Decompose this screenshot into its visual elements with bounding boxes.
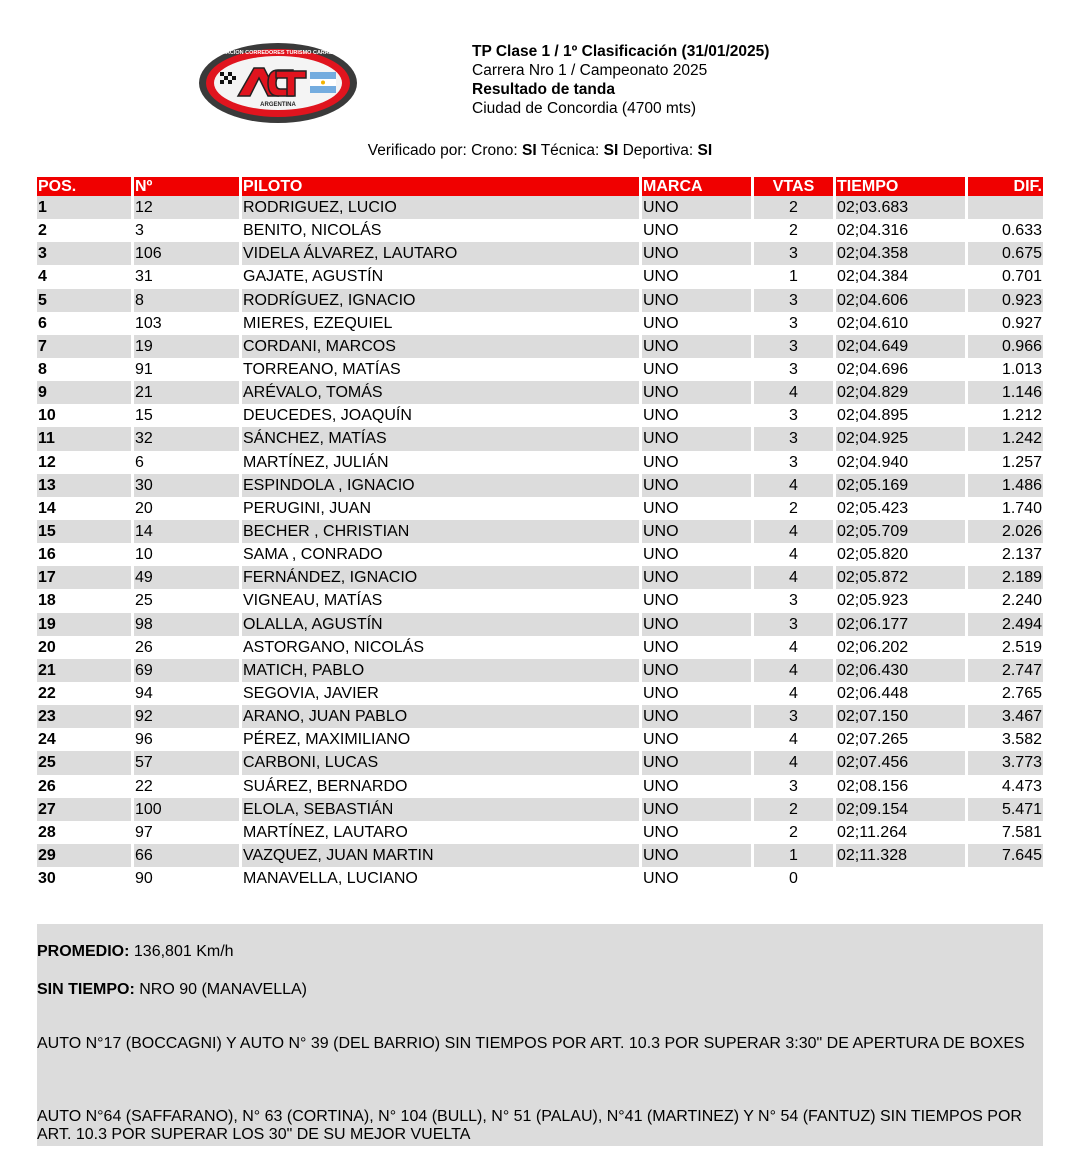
- table-row: [37, 196, 1043, 219]
- cell-brand: UNO: [642, 312, 754, 335]
- cell-laps: 4: [754, 381, 836, 404]
- cell-laps: 4: [754, 659, 836, 682]
- cell-time: 02;06.202: [836, 636, 968, 659]
- cell-laps: 3: [754, 613, 836, 636]
- cell-pos: 28: [37, 821, 134, 844]
- cell-brand: UNO: [642, 613, 754, 636]
- cell-pilot: VIDELA ÁLVAREZ, LAUTARO: [242, 242, 642, 265]
- cell-time: 02;03.683: [836, 196, 968, 219]
- table-row: [37, 474, 1043, 497]
- cell-number: 91: [134, 358, 242, 381]
- no-time-label: SIN TIEMPO:: [37, 981, 135, 998]
- cell-laps: 2: [754, 497, 836, 520]
- table-row: [37, 265, 1043, 288]
- cell-brand: UNO: [642, 589, 754, 612]
- cell-pilot: MARTÍNEZ, LAUTARO: [242, 821, 642, 844]
- cell-time: 02;07.150: [836, 705, 968, 728]
- table-row: [37, 242, 1043, 265]
- table-row: [37, 682, 1043, 705]
- cell-laps: 4: [754, 520, 836, 543]
- cell-laps: 3: [754, 289, 836, 312]
- cell-diff: 2.026: [968, 520, 1043, 543]
- cell-number: 21: [134, 381, 242, 404]
- cell-diff: 1.486: [968, 474, 1043, 497]
- cell-pos: 23: [37, 705, 134, 728]
- cell-pos: 4: [37, 265, 134, 288]
- cell-diff: 7.581: [1001, 823, 1042, 841]
- cell-brand: UNO: [642, 659, 754, 682]
- cell-number: 98: [134, 613, 242, 636]
- notes-panel: [37, 924, 1043, 1146]
- cell-diff: 2.747: [968, 659, 1043, 682]
- cell-pos: 9: [37, 381, 134, 404]
- cell-number: 90: [134, 867, 242, 890]
- cell-time: 02;05.423: [836, 497, 968, 520]
- cell-diff: 0.966: [968, 335, 1043, 358]
- cell-diff: 1.242: [968, 427, 1043, 450]
- cell-laps: 1: [754, 265, 836, 288]
- cell-pos: 25: [37, 751, 134, 774]
- crono-value: SI: [522, 142, 537, 159]
- cell-laps: 2: [754, 196, 836, 219]
- cell-number: 19: [134, 335, 242, 358]
- cell-laps: 2: [754, 798, 836, 821]
- header-brand: MARCA: [642, 177, 754, 196]
- cell-pilot: MARTÍNEZ, JULIÁN: [242, 451, 642, 474]
- cell-brand: UNO: [642, 358, 754, 381]
- cell-laps: 4: [754, 566, 836, 589]
- cell-pos: 7: [37, 335, 134, 358]
- average-line: [37, 943, 1043, 961]
- cell-diff: 0.923: [968, 289, 1043, 312]
- cell-diff: 1.257: [1001, 453, 1042, 471]
- cell-number: 106: [134, 242, 242, 265]
- cell-laps: 3: [754, 358, 836, 381]
- page-subtitle: Carrera Nro 1 / Campeonato 2025: [472, 62, 708, 79]
- tecnica-label: Técnica:: [540, 142, 600, 159]
- cell-time: 02;04.696: [836, 358, 968, 381]
- cell-pilot: ESPINDOLA , IGNACIO: [242, 474, 642, 497]
- cell-pilot: MANAVELLA, LUCIANO: [242, 867, 642, 890]
- cell-laps: 3: [754, 451, 836, 474]
- cell-pilot: TORREANO, MATÍAS: [242, 358, 642, 381]
- cell-number: 3: [134, 219, 242, 242]
- cell-laps: 4: [754, 543, 836, 566]
- table-row: [37, 497, 1043, 520]
- cell-time: 02;04.610: [836, 312, 968, 335]
- cell-laps: 4: [754, 636, 836, 659]
- cell-diff: 3.582: [1001, 731, 1042, 749]
- results-table: [37, 177, 1043, 890]
- cell-number: 32: [134, 427, 242, 450]
- cell-pilot: PÉREZ, MAXIMILIANO: [242, 728, 642, 751]
- cell-diff: 1.013: [1001, 361, 1042, 379]
- cell-number: 100: [134, 798, 242, 821]
- cell-brand: UNO: [642, 265, 754, 288]
- logo-ring-text: ASOCIACION CORREDORES TURISMO CARRETERA: [208, 50, 348, 56]
- cell-laps: 4: [754, 474, 836, 497]
- cell-time: [836, 867, 968, 890]
- cell-time: 02;04.895: [836, 404, 968, 427]
- cell-laps: 2: [754, 219, 836, 242]
- cell-brand: UNO: [642, 497, 754, 520]
- cell-pilot: DEUCEDES, JOAQUÍN: [242, 404, 642, 427]
- table-row: [37, 705, 1043, 728]
- verification-line: [0, 142, 1080, 160]
- logo-country-text: ARGENTINA: [260, 102, 296, 108]
- header-diff: DIF.: [968, 177, 1043, 196]
- cell-number: 25: [134, 589, 242, 612]
- cell-pos: 21: [37, 659, 134, 682]
- cell-time: 02;04.829: [836, 381, 968, 404]
- cell-diff: [968, 196, 1043, 219]
- cell-diff: 0.633: [1001, 222, 1042, 240]
- cell-laps: 3: [754, 589, 836, 612]
- average-value: 136,801 Km/h: [133, 943, 234, 960]
- cell-pos: 16: [37, 543, 134, 566]
- cell-diff: 0.927: [1001, 314, 1042, 332]
- cell-brand: UNO: [642, 474, 754, 497]
- actc-logo: [198, 42, 358, 124]
- cell-laps: 4: [754, 682, 836, 705]
- cell-time: 02;11.328: [836, 844, 968, 867]
- cell-time: 02;07.456: [836, 751, 968, 774]
- cell-diff: 0.675: [968, 242, 1043, 265]
- cell-pos: 11: [37, 427, 134, 450]
- cell-brand: UNO: [642, 705, 754, 728]
- cell-number: 96: [134, 728, 242, 751]
- table-row: [37, 566, 1043, 589]
- cell-number: 103: [134, 312, 242, 335]
- result-label: Resultado de tanda: [472, 81, 615, 98]
- cell-brand: UNO: [642, 242, 754, 265]
- cell-number: 31: [134, 265, 242, 288]
- cell-diff: 5.471: [968, 798, 1043, 821]
- cell-pos: 24: [37, 728, 134, 751]
- cell-laps: 3: [754, 335, 836, 358]
- cell-pos: 15: [37, 520, 134, 543]
- cell-time: 02;04.384: [836, 265, 968, 288]
- page-title: TP Clase 1 / 1º Clasificación (31/01/2025): [472, 43, 770, 60]
- cell-time: 02;04.358: [836, 242, 968, 265]
- cell-brand: UNO: [642, 520, 754, 543]
- cell-diff: [968, 867, 1043, 890]
- table-row: [37, 427, 1043, 450]
- cell-diff: 4.473: [1001, 777, 1042, 795]
- cell-brand: UNO: [642, 543, 754, 566]
- table-row: [37, 543, 1043, 566]
- cell-number: 10: [134, 543, 242, 566]
- table-row: [37, 381, 1043, 404]
- cell-pos: 30: [37, 867, 134, 890]
- table-row: [37, 775, 1043, 798]
- cell-time: 02;04.606: [836, 289, 968, 312]
- table-row: [37, 636, 1043, 659]
- cell-diff: 0.701: [1001, 268, 1042, 286]
- cell-laps: 0: [754, 867, 836, 890]
- cell-laps: 1: [754, 844, 836, 867]
- table-row: [37, 844, 1043, 867]
- no-time-line: [37, 981, 1043, 999]
- cell-diff: 1.212: [1001, 407, 1042, 425]
- cell-pilot: BENITO, NICOLÁS: [242, 219, 642, 242]
- cell-pos: 5: [37, 289, 134, 312]
- cell-pilot: MATICH, PABLO: [242, 659, 642, 682]
- cell-pos: 10: [37, 404, 134, 427]
- cell-brand: UNO: [642, 751, 754, 774]
- cell-number: 8: [134, 289, 242, 312]
- cell-pos: 26: [37, 775, 134, 798]
- header-time: TIEMPO: [836, 177, 968, 196]
- cell-pos: 27: [37, 798, 134, 821]
- cell-number: 20: [134, 497, 242, 520]
- cell-pilot: MIERES, EZEQUIEL: [242, 312, 642, 335]
- cell-brand: UNO: [642, 821, 754, 844]
- cell-brand: UNO: [642, 728, 754, 751]
- cell-time: 02;05.820: [836, 543, 968, 566]
- table-row: [37, 404, 1043, 427]
- cell-brand: UNO: [642, 427, 754, 450]
- cell-time: 02;04.316: [836, 219, 968, 242]
- cell-diff: 1.740: [1001, 499, 1042, 517]
- table-row: [37, 520, 1043, 543]
- cell-number: 15: [134, 404, 242, 427]
- cell-time: 02;05.709: [836, 520, 968, 543]
- verification-prefix: Verificado por: Crono:: [367, 142, 518, 159]
- cell-brand: UNO: [642, 844, 754, 867]
- cell-pilot: VIGNEAU, MATÍAS: [242, 589, 642, 612]
- cell-diff: 7.645: [968, 844, 1043, 867]
- cell-brand: UNO: [642, 798, 754, 821]
- cell-brand: UNO: [642, 566, 754, 589]
- table-row: [37, 451, 1043, 474]
- deportiva-value: SI: [697, 142, 713, 159]
- header-laps: VTAS: [754, 177, 836, 196]
- cell-pilot: RODRÍGUEZ, IGNACIO: [242, 289, 642, 312]
- cell-pos: 17: [37, 566, 134, 589]
- cell-laps: 3: [754, 404, 836, 427]
- cell-brand: UNO: [642, 682, 754, 705]
- cell-brand: UNO: [642, 404, 754, 427]
- cell-diff: 3.467: [968, 705, 1043, 728]
- cell-pilot: CARBONI, LUCAS: [242, 751, 642, 774]
- venue: Ciudad de Concordia (4700 mts): [472, 100, 697, 117]
- average-label: PROMEDIO:: [37, 943, 130, 960]
- cell-pilot: SUÁREZ, BERNARDO: [242, 775, 642, 798]
- cell-time: 02;11.264: [836, 821, 968, 844]
- table-row: [37, 798, 1043, 821]
- table-header-row: [37, 177, 1043, 196]
- cell-number: 49: [134, 566, 242, 589]
- cell-number: 12: [134, 196, 242, 219]
- cell-number: 92: [134, 705, 242, 728]
- cell-time: 02;05.872: [836, 566, 968, 589]
- cell-laps: 3: [754, 775, 836, 798]
- cell-brand: UNO: [642, 867, 754, 890]
- table-row: [37, 728, 1043, 751]
- table-row: [37, 821, 1043, 844]
- cell-pilot: OLALLA, AGUSTÍN: [242, 613, 642, 636]
- table-row: [37, 589, 1043, 612]
- cell-pos: 3: [37, 242, 134, 265]
- cell-time: 02;08.156: [836, 775, 968, 798]
- cell-number: 14: [134, 520, 242, 543]
- table-row: [37, 659, 1043, 682]
- cell-pos: 13: [37, 474, 134, 497]
- cell-brand: UNO: [642, 219, 754, 242]
- cell-number: 6: [134, 451, 242, 474]
- cell-pilot: SAMA , CONRADO: [242, 543, 642, 566]
- cell-diff: 2.494: [968, 613, 1043, 636]
- cell-number: 30: [134, 474, 242, 497]
- cell-laps: 3: [754, 427, 836, 450]
- cell-pilot: ARÉVALO, TOMÁS: [242, 381, 642, 404]
- cell-pilot: RODRIGUEZ, LUCIO: [242, 196, 642, 219]
- cell-brand: UNO: [642, 636, 754, 659]
- cell-number: 94: [134, 682, 242, 705]
- cell-diff: 2.137: [1001, 546, 1042, 564]
- cell-pilot: BECHER , CHRISTIAN: [242, 520, 642, 543]
- cell-time: 02;04.649: [836, 335, 968, 358]
- tecnica-value: SI: [603, 142, 619, 159]
- table-row: [37, 219, 1043, 242]
- cell-pilot: SÁNCHEZ, MATÍAS: [242, 427, 642, 450]
- header-number: Nº: [134, 177, 242, 196]
- cell-number: 97: [134, 821, 242, 844]
- cell-laps: 4: [754, 751, 836, 774]
- cell-brand: UNO: [642, 775, 754, 798]
- cell-pos: 20: [37, 636, 134, 659]
- cell-pilot: SEGOVIA, JAVIER: [242, 682, 642, 705]
- cell-diff: 3.773: [968, 751, 1043, 774]
- cell-time: 02;04.940: [836, 451, 968, 474]
- cell-pos: 2: [37, 219, 134, 242]
- table-row: [37, 751, 1043, 774]
- cell-pilot: GAJATE, AGUSTÍN: [242, 265, 642, 288]
- cell-pos: 6: [37, 312, 134, 335]
- cell-laps: 3: [754, 242, 836, 265]
- cell-brand: UNO: [642, 289, 754, 312]
- cell-time: 02;06.430: [836, 659, 968, 682]
- cell-number: 26: [134, 636, 242, 659]
- cell-time: 02;04.925: [836, 427, 968, 450]
- header-pos: POS.: [37, 177, 134, 196]
- cell-laps: 4: [754, 728, 836, 751]
- cell-pilot: ASTORGANO, NICOLÁS: [242, 636, 642, 659]
- cell-brand: UNO: [642, 451, 754, 474]
- cell-pos: 8: [37, 358, 134, 381]
- cell-pos: 12: [37, 451, 134, 474]
- cell-time: 02;09.154: [836, 798, 968, 821]
- cell-diff: 2.765: [1001, 685, 1042, 703]
- table-row: [37, 289, 1043, 312]
- cell-time: 02;05.923: [836, 589, 968, 612]
- cell-pilot: VAZQUEZ, JUAN MARTIN: [242, 844, 642, 867]
- cell-laps: 3: [754, 312, 836, 335]
- cell-diff: 2.519: [1001, 638, 1042, 656]
- cell-pos: 19: [37, 613, 134, 636]
- cell-pilot: ELOLA, SEBASTIÁN: [242, 798, 642, 821]
- table-row: [37, 867, 1043, 890]
- table-row: [37, 335, 1043, 358]
- cell-brand: UNO: [642, 381, 754, 404]
- cell-pilot: FERNÁNDEZ, IGNACIO: [242, 566, 642, 589]
- cell-number: 66: [134, 844, 242, 867]
- cell-diff: 2.240: [1001, 592, 1042, 610]
- cell-time: 02;05.169: [836, 474, 968, 497]
- cell-brand: UNO: [642, 196, 754, 219]
- cell-pilot: ARANO, JUAN PABLO: [242, 705, 642, 728]
- cell-pilot: CORDANI, MARCOS: [242, 335, 642, 358]
- cell-time: 02;06.448: [836, 682, 968, 705]
- cell-number: 69: [134, 659, 242, 682]
- cell-number: 57: [134, 751, 242, 774]
- no-time-value: NRO 90 (MANAVELLA): [139, 981, 307, 998]
- cell-diff: 2.189: [968, 566, 1043, 589]
- deportiva-label: Deportiva:: [622, 142, 694, 159]
- cell-time: 02;07.265: [836, 728, 968, 751]
- table-row: [37, 613, 1043, 636]
- note-boxes: AUTO N°17 (BOCCAGNI) Y AUTO N° 39 (DEL BARRIO) SIN TIEMPOS POR ART. 10.3 POR SUPERAR 3:30" DE APERTURA DE BOXES: [37, 1035, 1025, 1052]
- cell-pos: 22: [37, 682, 134, 705]
- cell-brand: UNO: [642, 335, 754, 358]
- header-block: [472, 42, 769, 118]
- cell-laps: 3: [754, 705, 836, 728]
- table-row: [37, 312, 1043, 335]
- cell-time: 02;06.177: [836, 613, 968, 636]
- cell-laps: 2: [754, 821, 836, 844]
- cell-pos: 18: [37, 589, 134, 612]
- cell-diff: 1.146: [968, 381, 1043, 404]
- cell-pos: 1: [37, 196, 134, 219]
- table-row: [37, 358, 1043, 381]
- cell-pos: 14: [37, 497, 134, 520]
- cell-pilot: PERUGINI, JUAN: [242, 497, 642, 520]
- cell-pos: 29: [37, 844, 134, 867]
- cell-number: 22: [134, 775, 242, 798]
- header-pilot: PILOTO: [242, 177, 642, 196]
- note-best-lap: AUTO N°64 (SAFFARANO), N° 63 (CORTINA), N° 104 (BULL), N° 51 (PALAU), N°41 (MARTINEZ) Y N° 54 (FANTUZ) SIN TIEMPOS POR ART. 10.3 POR SUPERAR LOS 30" DE SU MEJOR VUELTA: [37, 1108, 1022, 1143]
